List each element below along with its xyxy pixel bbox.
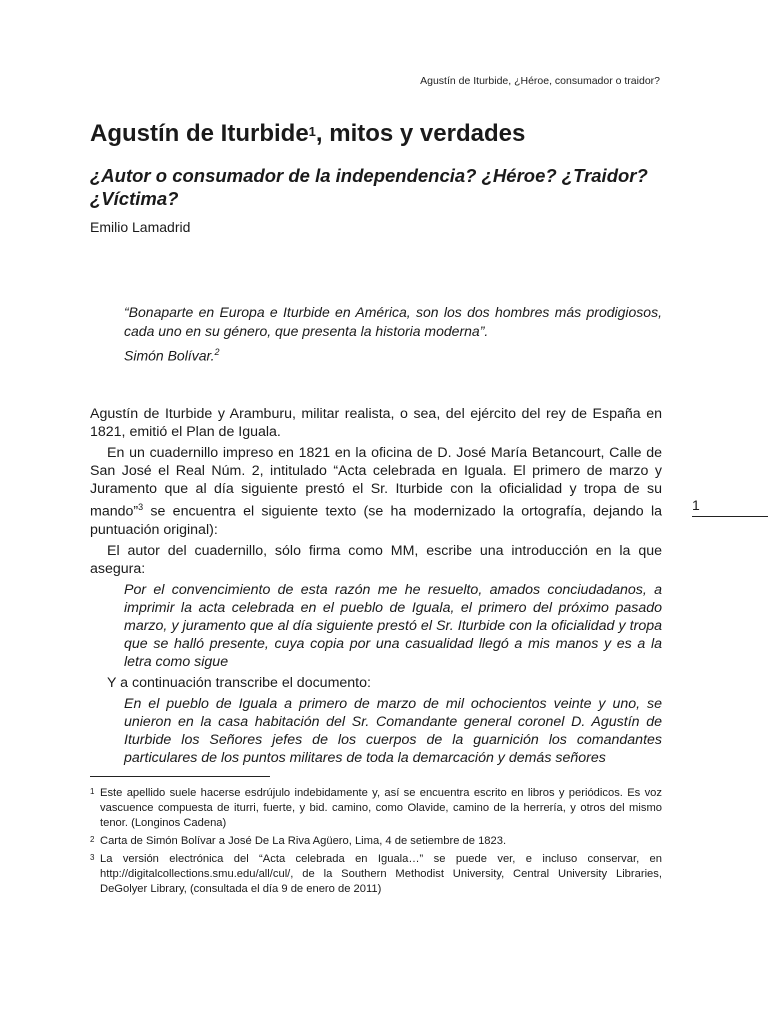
footnote-separator <box>90 776 270 777</box>
block-quote-1: Por el convencimiento de esta razón me he resuelto, amados conciudadanos, a imprimir la acta celebrada en el pueblo de Iguala, el primero del próximo pasado marzo, y juramento que al día siguiente prestó el Sr. Iturbide con la oficialidad y tropa que se halló presente, cuya copia por una casualidad llegó a mis manos y es a la letra como sigue <box>124 581 662 670</box>
epigraph-attribution <box>124 343 662 366</box>
title-rest: , mitos y verdades <box>315 120 526 147</box>
page-number: 1 <box>692 497 700 513</box>
paragraph-2-text-a: En un cuadernillo impreso en 1821 en la oficina de D. José María Betancourt, Calle de San José el Real Núm. 2, intitulado “Acta celebrada en Iguala. El primero de marzo y Juramento que al día siguiente prestó el Sr. Iturbide con la oficialidad y tropa de su mando” <box>90 445 662 520</box>
epigraph-footnote-ref[interactable]: 2 <box>214 347 220 357</box>
footnote-mark: 3 <box>90 853 95 862</box>
paragraph-2-text-b: se encuentra el siguiente texto (se ha modernizado la ortografía, dejando la puntuación original): <box>90 503 662 538</box>
author-name: Emilio Lamadrid <box>90 219 191 235</box>
paragraph-3: El autor del cuadernillo, sólo firma como MM, escribe una introducción en la que asegura: <box>90 542 662 577</box>
footnote <box>90 834 662 849</box>
footnote-text: La versión electrónica del “Acta celebrada en Iguala…” se puede ver, e incluso conservar, en http://digitalcollections.smu.edu/all/cul/, de la Southern Methodist University, Central University Libraries, DeGolyer Library, (consultada el día 9 de enero de 2011) <box>100 853 662 895</box>
epigraph-quote: “Bonaparte en Europa e Iturbide en América, son los dos hombres más prodigiosos, cada uno en su género, que presenta la historia moderna”. <box>124 304 662 339</box>
title-main: Agustín de Iturbide <box>90 120 309 147</box>
footnote-mark: 1 <box>90 787 95 796</box>
paragraph-2 <box>90 444 662 539</box>
epigraph-author: Simón Bolívar. <box>124 347 215 364</box>
footnote <box>90 852 662 897</box>
title-footnote-ref[interactable]: 1 <box>308 124 316 139</box>
running-header: Agustín de Iturbide, ¿Héroe, consumador o traidor? <box>420 75 660 87</box>
margin-rule <box>692 516 768 517</box>
body-text <box>90 405 662 770</box>
footnote-mark: 2 <box>90 835 95 844</box>
footnote-text: Este apellido suele hacerse esdrújulo indebidamente y, así se encuentra escrito en libros y periódicos. Es voz vascuence compuesta de iturri, fuerte, y bid. camino, como Olavide, camino de la herrería, y otros del mismo tenor. (Longinos Cadena) <box>100 787 662 829</box>
paragraph-1: Agustín de Iturbide y Aramburu, militar realista, o sea, del ejército del rey de España en 1821, emitió el Plan de Iguala. <box>90 406 662 440</box>
footnotes <box>90 786 662 900</box>
article-subtitle: ¿Autor o consumador de la independencia? ¿Héroe? ¿Traidor? ¿Víctima? <box>90 165 648 209</box>
epigraph <box>124 303 662 366</box>
block-quote-2: En el pueblo de Iguala a primero de marzo de mil ochocientos veinte y uno, se unieron en la casa habitación del Sr. Comandante general coronel D. Agustín de Iturbide los Señores jefes de los cuerpos de la guarnición los comandantes particulares de los puntos militares de toda la demarcación y demás señores <box>124 695 662 766</box>
footnote <box>90 786 662 831</box>
paragraph-2-footnote-ref[interactable]: 3 <box>138 502 144 512</box>
footnote-text: Carta de Simón Bolívar a José De La Riva Agüero, Lima, 4 de setiembre de 1823. <box>100 835 507 847</box>
paragraph-4: Y a continuación transcribe el documento: <box>107 674 371 691</box>
article-title <box>90 118 670 150</box>
